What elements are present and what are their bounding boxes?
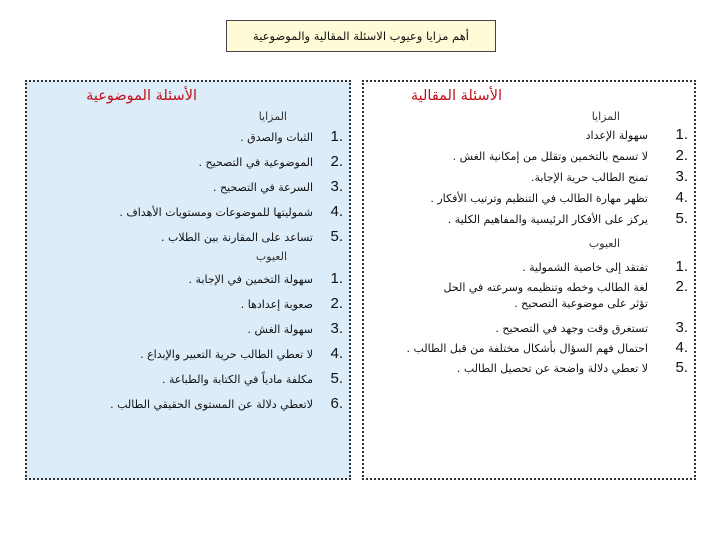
objective-disadvantages-heading: العيوب xyxy=(255,250,287,263)
essay-disadvantages-heading: العيوب xyxy=(588,237,620,250)
objective-advantages-heading: المزايا xyxy=(258,110,287,123)
objective-advantages-list: 1. الثبات والصدق . 2. الموضوعية في التصحيح . 3. السرعة في التصحيح . 4. شموليتها للموضوعات ومستويات الأهداف . 5. تساعد على المقارنة بين الطلاب . xyxy=(119,128,343,245)
objective-questions-panel xyxy=(25,80,351,480)
essay-panel-title: الأسئلة المقالية xyxy=(410,88,502,104)
objective-disadvantages-list: 1. سهولة التخمين في الإجابة . 2. صعوبة إعدادها . 3. سهولة الغش . 4. لا تعطي الطالب حرية التعبير والإبداع . 5. مكلفة مادياً في الكتابة والطباعة . 6. لاتعطي دلالة عن المستوى الحقيقي الطالب . xyxy=(110,270,343,412)
essay-disadvantages-list: 1. تفتقد إلى خاصية الشمولية . 2. لغة الطالب وخطه وتنظيمه وسرعته في الحل تؤثر على موضوعية التصحيح . 3. تستغرق وقت وجهد في التصحيح . 4. احتمال فهم السؤال بأشكال مختلفة من قبل الطالب . 5. لا تعطي دلالة واضحة عن تحصيل الطالب . xyxy=(406,258,688,376)
essay-advantages-list: 1. سهولة الإعداد 2. لا تسمح بالتخمين وتقلل من إمكانية الغش . 3. تمنح الطالب حرية الإجابة. 4. تظهر مهارة الطالب في التنظيم وترتيب الأفكار . 5. يركز على الأفكار الرئيسية والمفاهيم الكلية . xyxy=(430,126,688,227)
objective-panel-title: الأسئلة الموضوعية xyxy=(86,88,197,104)
essay-advantages-heading: المزايا xyxy=(591,110,620,123)
slide-title: أهم مزايا وعيوب الاسئلة المقالية والموضوعية xyxy=(226,20,496,52)
essay-questions-panel xyxy=(362,80,696,480)
